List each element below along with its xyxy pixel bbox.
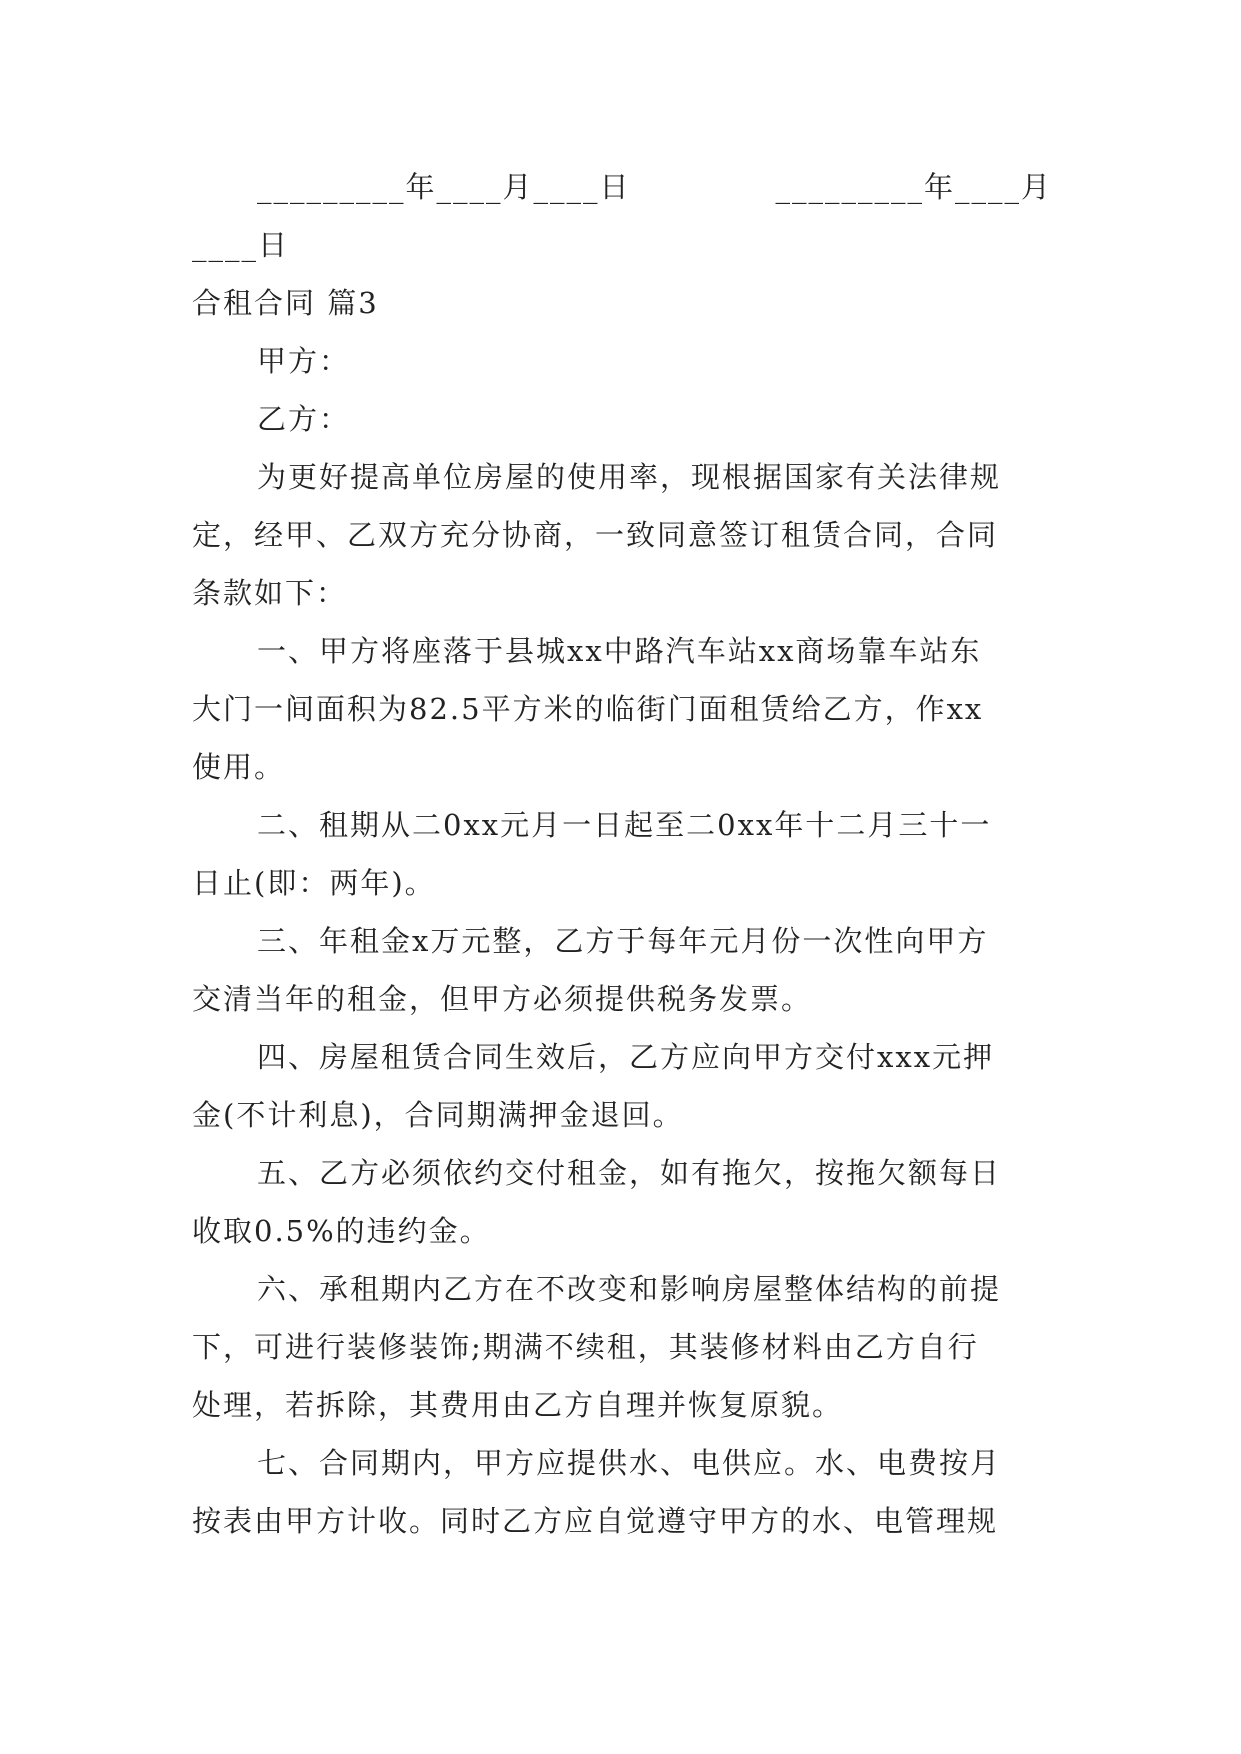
paragraph-line: 为更好提高单位房屋的使用率，现根据国家有关法律规 <box>257 460 1002 494</box>
paragraph-line: 处理，若拆除，其费用由乙方自理并恢复原貌。 <box>192 1388 844 1422</box>
paragraph-line: 定，经甲、乙双方充分协商，一致同意签订租赁合同，合同 <box>192 518 999 552</box>
clause-paragraph <box>192 622 1052 796</box>
signature-date-row <box>192 158 1052 216</box>
paragraph-line: 金(不计利息)，合同期满押金退回。 <box>192 1098 684 1132</box>
paragraph-line: 交清当年的租金，但甲方必须提供税务发票。 <box>192 982 813 1016</box>
party-a-label: 甲方： <box>257 344 351 378</box>
paragraph-line: 收取0.5%的违约金。 <box>192 1214 491 1248</box>
preamble-paragraph <box>192 448 1052 622</box>
paragraph-line: 条款如下： <box>192 576 348 610</box>
paragraph-line: 按表由甲方计收。同时乙方应自觉遵守甲方的水、电管理规 <box>192 1504 999 1538</box>
paragraph-line: 日止(即：两年)。 <box>192 866 436 900</box>
clause-paragraph <box>192 1144 1052 1260</box>
paragraph-line: 一、甲方将座落于县城xx中路汽车站xx商场靠车站东 <box>257 634 982 668</box>
paragraph-line: 三、年租金x万元整，乙方于每年元月份一次性向甲方 <box>257 924 989 958</box>
paragraph-line: 六、承租期内乙方在不改变和影响房屋整体结构的前提 <box>257 1272 1002 1306</box>
contract-clauses <box>192 448 1052 1550</box>
clause-paragraph <box>192 1434 1052 1550</box>
paragraph-line: 下，可进行装修装饰;期满不续租，其装修材料由乙方自行 <box>192 1330 979 1364</box>
paragraph-line: 二、租期从二0xx元月一日起至二0xx年十二月三十一 <box>257 808 992 842</box>
party-b-date: _________年____月 <box>775 170 1052 204</box>
section-title: 合租合同 篇3 <box>192 286 379 320</box>
party-b-label: 乙方： <box>257 402 351 436</box>
party-a-date: _________年____月____日 <box>257 170 631 204</box>
clause-paragraph <box>192 796 1052 912</box>
paragraph-line: 使用。 <box>192 750 286 784</box>
paragraph-line: 五、乙方必须依约交付租金，如有拖欠，按拖欠额每日 <box>257 1156 1002 1190</box>
paragraph-line: 七、合同期内，甲方应提供水、电供应。水、电费按月 <box>257 1446 1002 1480</box>
party-b-date-wrap: ____日 <box>192 228 290 262</box>
paragraph-line: 大门一间面积为82.5平方米的临街门面租赁给乙方，作xx <box>192 692 984 726</box>
clause-paragraph <box>192 1260 1052 1434</box>
clause-paragraph <box>192 912 1052 1028</box>
clause-paragraph <box>192 1028 1052 1144</box>
document-page <box>192 158 1052 1550</box>
paragraph-line: 四、房屋租赁合同生效后，乙方应向甲方交付xxx元押 <box>257 1040 995 1074</box>
